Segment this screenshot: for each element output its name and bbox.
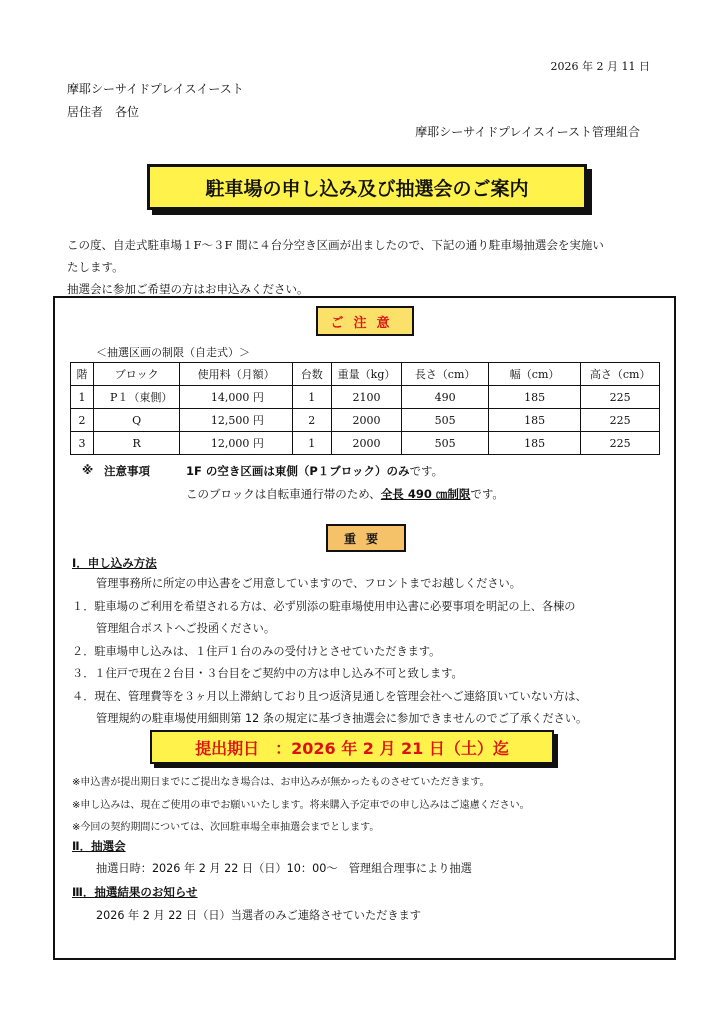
cell-block: P１（東側） — [93, 386, 179, 409]
cell-height: 225 — [581, 432, 660, 455]
header-width: 幅（cm） — [488, 363, 580, 386]
note-2: ※申し込みは、現在ご使用の車でお願いいたします。将来購入予定車での申し込みはご遠慮ください。 — [72, 800, 530, 811]
notice-mark: ※ — [82, 463, 94, 477]
header-length: 長さ（cm） — [402, 363, 489, 386]
notice-line-1-tail: です。 — [409, 464, 444, 478]
cell-fee: 12,000 円 — [180, 432, 293, 455]
table-caption: ＜抽選区画の制限（自走式）＞ — [96, 346, 250, 359]
notice-label: 注意事項 — [104, 464, 150, 478]
cell-floor: 3 — [71, 432, 94, 455]
section-application-heading: Ⅰ．申し込み方法 — [72, 556, 157, 570]
table-row — [71, 432, 660, 455]
cell-length: 505 — [402, 432, 489, 455]
notice-line-2 — [186, 486, 504, 502]
application-lead: 管理事務所に所定の申込書をご用意していますので、フロントまでお越しください。 — [96, 577, 521, 590]
notice-line-2-tail: です。 — [470, 487, 504, 501]
note-1: ※申込書が提出期日までにご提出なき場合は、お申込みが無かったものさせていただきます。 — [72, 777, 490, 788]
table-row — [71, 409, 660, 432]
cell-count: 1 — [292, 432, 331, 455]
document-title-box — [147, 164, 587, 210]
intro-line-2: たします。 — [67, 260, 124, 274]
section-lottery-heading: Ⅱ．抽選会 — [72, 839, 126, 853]
addressee-building: 摩耶シーサイドプレイスイースト — [67, 82, 244, 96]
section-results-heading: Ⅲ．抽選結果のお知らせ — [72, 885, 198, 899]
cell-count: 1 — [292, 386, 331, 409]
lottery-datetime: 抽選日時：2026 年 2 月 22 日（日）10：00～ 管理組合理事により抽選 — [96, 862, 472, 875]
application-item-2: ２．駐車場申し込みは、１住戸１台のみの受付けとさせていただきます。 — [72, 645, 441, 658]
notice-line-1 — [186, 463, 443, 479]
cell-weight: 2100 — [331, 386, 402, 409]
deadline-banner: 提出期日 ：2026 年 2 月 21 日（土）迄 — [150, 730, 554, 764]
header-height: 高さ（cm） — [581, 363, 660, 386]
cell-weight: 2000 — [331, 409, 402, 432]
length-limit-emphasis: 全長 490 ㎝制限 — [380, 487, 471, 501]
application-item-4-cont: 管理規約の駐車場使用細則第 12 条の規定に基づき抽選会に参加できませんのでご了承ください。 — [96, 712, 588, 725]
cell-fee: 14,000 円 — [180, 386, 293, 409]
document-date: 2026 年 2 月 11 日 — [550, 60, 650, 73]
cell-length: 505 — [402, 409, 489, 432]
results-notice: 2026 年 2 月 22 日（日）当選者のみご連絡させていただきます — [96, 909, 421, 922]
cell-length: 490 — [402, 386, 489, 409]
application-item-3: ３．１住戸で現在２台目・３台目をご契約中の方は申し込み不可と致します。 — [72, 667, 463, 680]
cell-height: 225 — [581, 386, 660, 409]
cell-floor: 1 — [71, 386, 94, 409]
addressee-residents: 居住者 各位 — [67, 105, 140, 119]
caution-label: ご注意 — [316, 306, 414, 336]
cell-floor: 2 — [71, 409, 94, 432]
header-block: ブロック — [93, 363, 179, 386]
document-title: 駐車場の申し込み及び抽選会のご案内 — [205, 177, 529, 200]
header-fee: 使用料（月額） — [180, 363, 293, 386]
notice-line-1-emphasis: 1F の空き区画は東側（P１ブロック）のみ — [186, 464, 410, 478]
cell-weight: 2000 — [331, 432, 402, 455]
cell-height: 225 — [581, 409, 660, 432]
cell-count: 2 — [292, 409, 331, 432]
intro-line-3: 抽選会に参加ご希望の方はお申込みください。 — [67, 282, 309, 296]
cell-block: R — [93, 432, 179, 455]
sender-association: 摩耶シーサイドプレイスイースト管理組合 — [415, 125, 640, 139]
cell-block: Q — [93, 409, 179, 432]
application-item-4: ４．現在、管理費等を３ヶ月以上滞納しており且つ返済見通しを管理会社へご連絡頂いていない方は、 — [72, 690, 587, 703]
header-weight: 重量（kg） — [331, 363, 402, 386]
header-count: 台数 — [292, 363, 331, 386]
cell-fee: 12,500 円 — [180, 409, 293, 432]
important-label: 重要 — [326, 524, 406, 552]
table-row — [71, 386, 660, 409]
application-item-1-cont: 管理組合ポストへご投函ください。 — [96, 622, 276, 635]
notice-line-2-head: このブロックは自転車通行帯のため、 — [186, 487, 381, 501]
table-header-row — [71, 363, 660, 386]
cell-width: 185 — [488, 409, 580, 432]
parking-lot-table — [70, 362, 660, 455]
cell-width: 185 — [488, 432, 580, 455]
header-floor: 階 — [71, 363, 94, 386]
application-item-1: １．駐車場のご利用を希望される方は、必ず別添の駐車場使用申込書に必要事項を明記の上、各棟の — [72, 600, 576, 613]
cell-width: 185 — [488, 386, 580, 409]
intro-line-1: この度、自走式駐車場１F～３F 間に４台分空き区画が出ましたので、下記の通り駐車場抽選会を実施い — [67, 238, 604, 252]
note-3: ※今回の契約期間については、次回駐車場全車抽選会までとします。 — [72, 822, 380, 833]
